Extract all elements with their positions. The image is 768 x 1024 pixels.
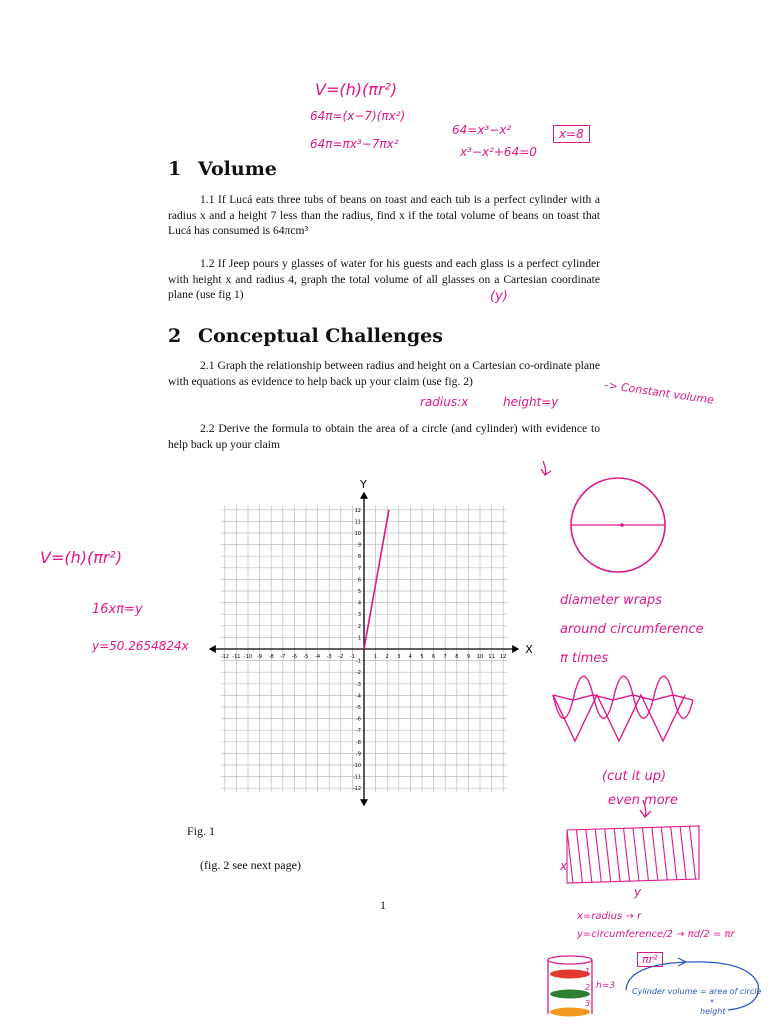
- y-axis-arrow-up: [360, 492, 368, 499]
- hw-cyl-label-2: 2: [585, 983, 591, 992]
- hw-top-eq4: 64=x³−x²: [452, 123, 512, 137]
- x-tick-label: -4: [315, 654, 321, 660]
- problem-1-2: 1.2 If Jeep pours y glasses of water for his guests and each glass is a perfect cylinder with height x and radius 4, graph the total volume of all glasses on a Cartesian coordinate plane (use fig 1): [168, 257, 600, 301]
- y-tick-label: 3: [357, 612, 361, 619]
- disk-orange: [550, 1008, 590, 1017]
- x-axis-arrow-left: [209, 645, 216, 653]
- y-axis-label: Y: [360, 477, 367, 491]
- hw-cyl-note-1: Cylinder volume = area of circle: [632, 987, 762, 996]
- scalloped-strip: [553, 676, 693, 741]
- hw-top-eq3: 64π=πx³−7πx²: [310, 137, 399, 151]
- y-tick-label: 6: [357, 577, 361, 584]
- y-tick-label: -5: [356, 705, 361, 711]
- hw-y-note: (y): [490, 289, 508, 304]
- hw-cyl-label-1: 1: [585, 967, 591, 976]
- x-tick-label: -11: [232, 654, 241, 660]
- page-number: 1: [380, 898, 386, 912]
- section-number: 1: [168, 158, 182, 180]
- hw-height-label: height=y: [503, 395, 559, 409]
- y-tick-label: -9: [356, 751, 361, 758]
- hw-diameter-note-1: diameter wraps: [560, 593, 663, 608]
- hw-cyl-note-2: *: [710, 998, 714, 1007]
- hw-cyl-h: h=3: [596, 981, 615, 991]
- y-tick-label: -1: [356, 658, 361, 665]
- hw-constant-volume: -> Constant volume: [603, 378, 715, 407]
- cylinder-note-bubble: [618, 950, 766, 1022]
- hw-cut-note-2: even more: [608, 793, 679, 808]
- hw-diameter-note-2: around circumference: [560, 622, 704, 637]
- x-tick-label: 2: [385, 654, 389, 660]
- y-tick-label: 12: [354, 507, 361, 514]
- y-tick-label: 7: [357, 565, 361, 572]
- x-tick-label: 6: [432, 654, 436, 660]
- y-tick-label: 8: [357, 554, 361, 561]
- x-tick-label: 11: [488, 654, 495, 660]
- x-tick-label: -10: [243, 654, 253, 660]
- y-tick-label: -6: [356, 716, 361, 723]
- hw-top-eq5: x³−x²+64=0: [460, 145, 537, 159]
- x-tick-label: 9: [466, 654, 470, 660]
- center-dot: [620, 523, 624, 527]
- x-tick-label: 10: [476, 654, 484, 660]
- y-tick-label: 10: [354, 531, 361, 537]
- hw-rect-x: x: [560, 859, 568, 873]
- x-tick-label: 7: [443, 654, 447, 660]
- section-1-heading: [168, 158, 277, 180]
- cylinder-drawing: [540, 950, 600, 1022]
- y-tick-label: 2: [357, 623, 361, 630]
- section-number: 2: [168, 325, 182, 347]
- hw-top-eq1: V=(h)(πr²): [315, 80, 398, 99]
- hw-top-answer: x=8: [553, 125, 590, 143]
- y-tick-label: -8: [356, 739, 361, 746]
- hw-derive-area: πr²: [637, 952, 663, 967]
- y-tick-label: -3: [356, 681, 361, 688]
- hw-diameter-note-3: π times: [560, 651, 609, 666]
- y-tick-label: 5: [357, 589, 361, 595]
- hw-top-eq2: 64π=(x−7)(πx²): [310, 109, 406, 123]
- section-2-heading: [168, 325, 443, 347]
- section-title: Volume: [198, 158, 277, 180]
- x-tick-label: -7: [280, 654, 286, 660]
- y-tick-label: 9: [357, 542, 361, 549]
- x-tick-label: 8: [455, 654, 459, 660]
- x-axis-label: X: [525, 643, 533, 656]
- x-tick-label: 5: [420, 654, 424, 660]
- hw-rect-y: y: [634, 885, 642, 899]
- problem-2-2: 2.2 Derive the formula to obtain the area of a circle (and cylinder) with evidence to help back up your claim: [168, 422, 600, 451]
- disk-red: [550, 967, 591, 979]
- hw-left-eq2: 16xπ=y: [92, 602, 143, 617]
- hw-left-eq3: y=50.2654824x: [92, 639, 189, 653]
- y-tick-label: -2: [356, 670, 361, 677]
- x-axis-arrow-right: [512, 645, 519, 653]
- y-tick-label: -11: [352, 774, 361, 781]
- x-tick-label: -2: [338, 654, 344, 660]
- x-tick-label: -12: [220, 654, 229, 660]
- problem-1-1: 1.1 If Lucá eats three tubs of beans on toast and each tub is a perfect cylinder with a radius x and a height 7 less than the radius, find x if the total volume of beans on toast that Lucá has consumed is 64πcm³: [168, 193, 600, 237]
- hw-derive-1: x=radius → r: [577, 911, 642, 922]
- x-tick-label: -9: [257, 654, 263, 660]
- x-tick-label: 12: [500, 654, 507, 660]
- section-title: Conceptual Challenges: [198, 325, 443, 347]
- arrow-down-icon: [541, 461, 551, 475]
- hw-derive-2: y=circumference/2 → πd/2 = πr: [577, 929, 735, 940]
- x-tick-label: 4: [408, 654, 412, 660]
- x-tick-label: -3: [326, 654, 332, 660]
- hw-cyl-label-3: 3: [585, 999, 591, 1008]
- hw-left-eq1: V=(h)(πr²): [40, 548, 123, 567]
- hw-radius-label: radius:x: [420, 395, 469, 409]
- x-tick-label: -6: [291, 654, 297, 660]
- problem-2-1: 2.1 Graph the relationship between radius and height on a Cartesian co-ordinate plane with equations as evidence to help back up your claim (use fig. 2): [168, 359, 600, 388]
- y-tick-label: -12: [352, 786, 361, 793]
- y-tick-label: 4: [357, 600, 361, 607]
- hw-cyl-note-3: height: [700, 1007, 726, 1016]
- y-tick-label: -7: [356, 728, 361, 735]
- figure-caption: Fig. 1: [187, 824, 216, 838]
- y-axis-arrow-down: [360, 799, 368, 806]
- y-tick-label: -4: [356, 693, 361, 700]
- cartesian-grid-figure: [200, 472, 540, 820]
- disk-green: [550, 990, 590, 999]
- y-tick-label: 1: [357, 635, 361, 642]
- x-tick-label: -1: [349, 654, 355, 660]
- y-tick-label: -10: [352, 763, 361, 769]
- x-tick-label: 3: [397, 654, 401, 660]
- hw-cut-note-1: (cut it up): [602, 769, 667, 784]
- rearranged-rectangle: [567, 826, 699, 883]
- x-tick-label: 1: [374, 654, 378, 660]
- y-tick-label: 11: [354, 519, 361, 526]
- figure-note: (fig. 2 see next page): [200, 858, 301, 872]
- x-tick-label: -5: [303, 654, 309, 660]
- x-tick-label: -8: [268, 654, 274, 660]
